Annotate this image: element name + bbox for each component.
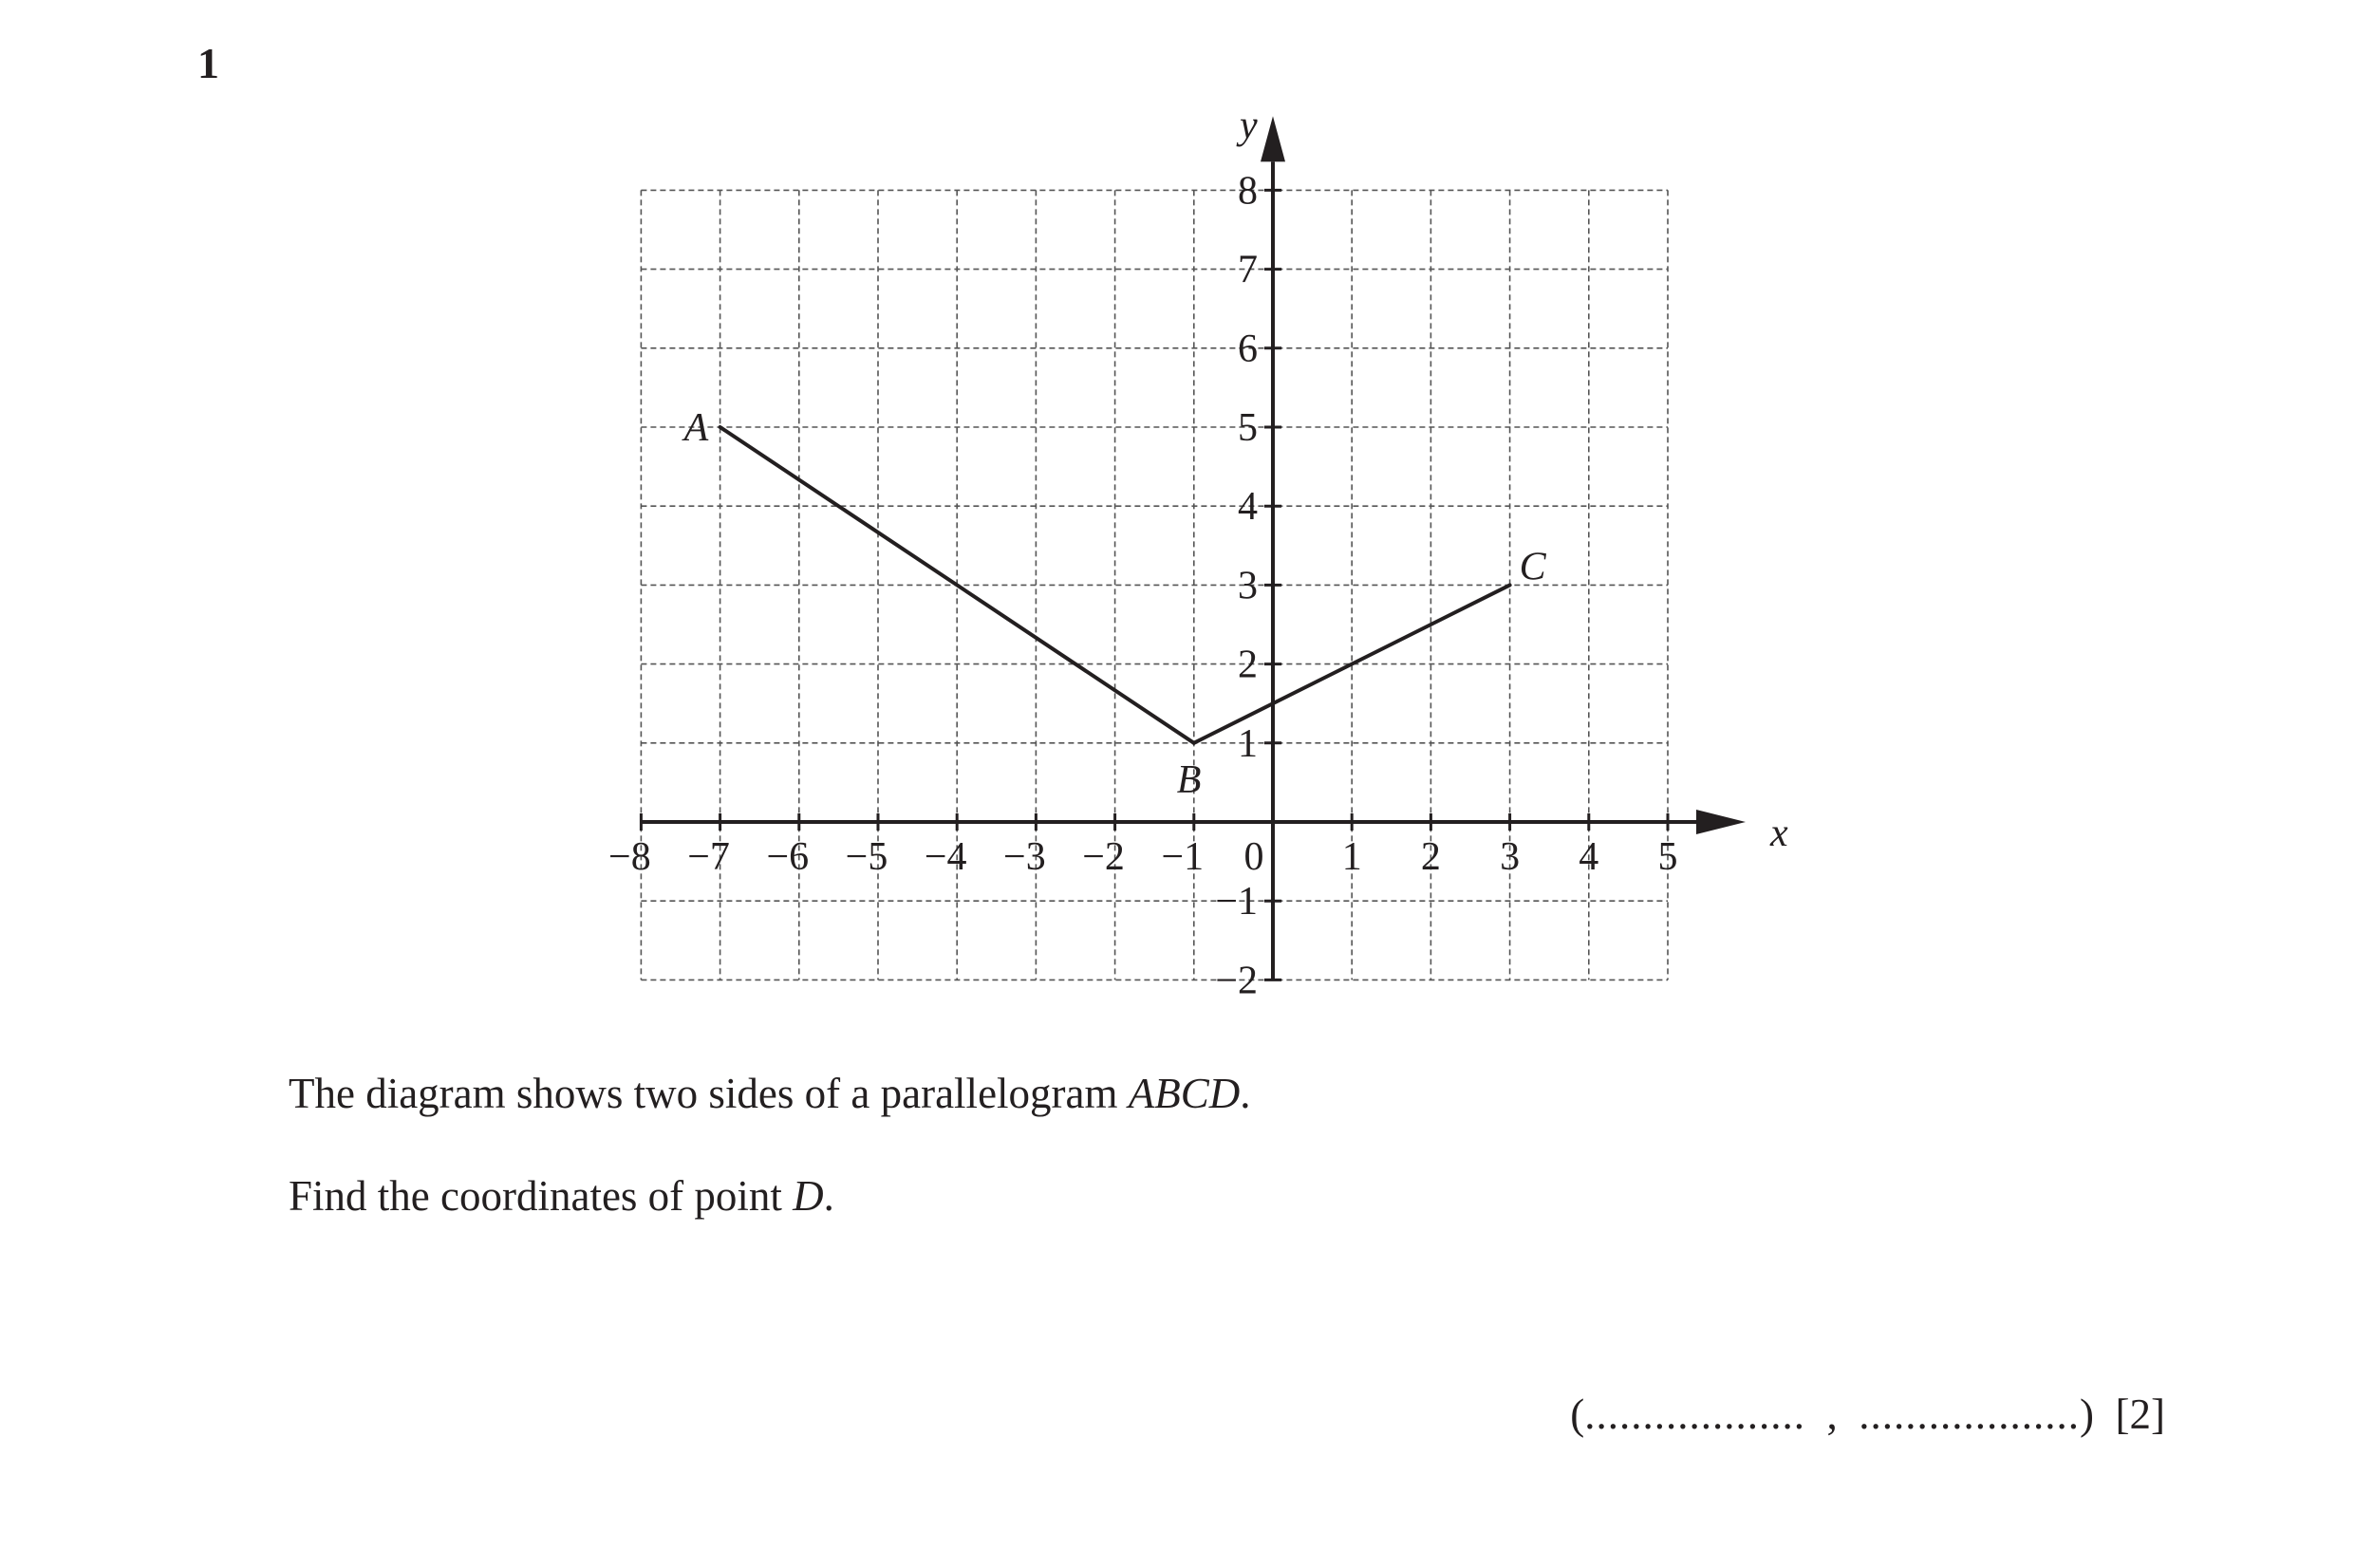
x-tick-label: −2 xyxy=(1082,835,1125,879)
y-tick-label: 8 xyxy=(1238,169,1258,214)
point-label-b: B xyxy=(1176,757,1202,802)
y-tick-label: 1 xyxy=(1238,721,1258,766)
y-tick-label: 6 xyxy=(1238,327,1258,371)
x-tick-label: −8 xyxy=(608,835,651,879)
x-tick-label: −3 xyxy=(1003,835,1046,879)
y-tick-label: 7 xyxy=(1238,248,1258,292)
y-tick-label: 5 xyxy=(1238,406,1258,450)
y-tick-label: 4 xyxy=(1238,485,1258,530)
x-tick-label: 1 xyxy=(1341,835,1362,879)
point-label-c: C xyxy=(1519,545,1546,589)
answer-marks: [2] xyxy=(2115,1391,2165,1438)
y-tick-label: 3 xyxy=(1238,564,1258,608)
x-tick-label: −5 xyxy=(845,835,888,879)
y-tick-label: −2 xyxy=(1215,959,1258,1003)
x-tick-label: −1 xyxy=(1161,835,1205,879)
x-axis-arrow-icon xyxy=(1696,810,1746,834)
answer-blank-y[interactable]: ................... xyxy=(1859,1391,2081,1438)
y-tick-label: −1 xyxy=(1215,880,1258,924)
y-tick-label: 2 xyxy=(1238,643,1258,687)
x-tick-label: −7 xyxy=(687,835,730,879)
task-suffix: . xyxy=(823,1172,834,1220)
y-axis-arrow-icon xyxy=(1261,116,1285,161)
y-axis-label: y xyxy=(1240,103,1258,148)
origin-label: 0 xyxy=(1243,835,1264,879)
tick-labels xyxy=(608,169,1677,1002)
answer-blank-x[interactable]: ................... xyxy=(1584,1391,1806,1438)
task-point: D xyxy=(793,1172,824,1220)
task-prefix: Find the coordinates of point xyxy=(289,1172,794,1220)
point-labels xyxy=(682,406,1547,802)
answer-line xyxy=(1570,1393,2165,1436)
statement-shape: ABCD xyxy=(1128,1070,1241,1117)
statement-suffix: . xyxy=(1240,1070,1251,1117)
answer-comma: , xyxy=(1826,1391,1838,1438)
x-axis-label: x xyxy=(1770,812,1788,855)
x-tick-label: 4 xyxy=(1579,835,1599,879)
point-label-a: A xyxy=(683,406,709,450)
answer-close-paren: ) xyxy=(2080,1391,2095,1438)
x-tick-label: −6 xyxy=(766,835,810,879)
x-tick-label: 5 xyxy=(1657,835,1678,879)
answer-open-paren: ( xyxy=(1570,1391,1585,1438)
x-tick-label: 3 xyxy=(1500,835,1521,879)
question-number: 1 xyxy=(197,39,219,87)
axes xyxy=(641,103,1788,980)
x-tick-label: 2 xyxy=(1420,835,1441,879)
question-statement xyxy=(289,1070,1251,1117)
x-tick-label: −4 xyxy=(924,835,967,879)
statement-prefix: The diagram shows two sides of a parallelogram xyxy=(289,1070,1129,1117)
question-task xyxy=(289,1172,834,1220)
